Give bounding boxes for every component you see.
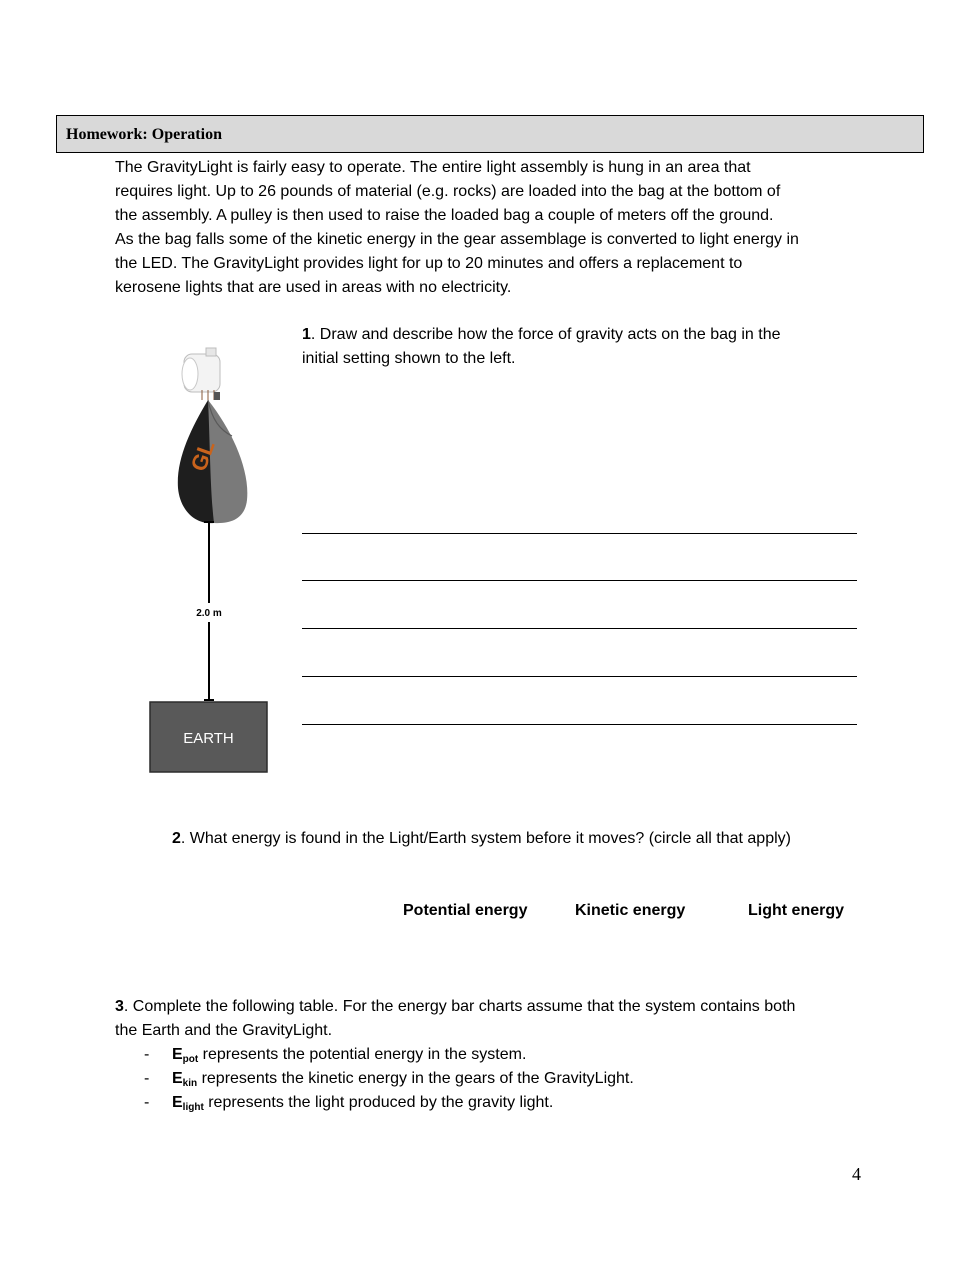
question-number: 2 xyxy=(172,830,181,847)
intro-line: the assembly. A pulley is then used to raise the loaded bag a couple of meters off the ground. xyxy=(115,207,774,224)
question-text: . Draw and describe how the force of gravity acts on the bag in the xyxy=(310,326,781,343)
answer-line[interactable] xyxy=(302,676,857,677)
option-potential-energy[interactable]: Potential energy xyxy=(403,902,528,919)
option-light-energy[interactable]: Light energy xyxy=(748,902,845,919)
earth-label: EARTH xyxy=(183,730,234,747)
section-header xyxy=(56,115,924,153)
answer-line[interactable] xyxy=(302,580,857,581)
bullet-text: represents the kinetic energy in the gears of the GravityLight. xyxy=(197,1070,634,1087)
question-text: the Earth and the GravityLight. xyxy=(115,1022,333,1039)
energy-subscript: kin xyxy=(182,1078,198,1089)
question-text: initial setting shown to the left. xyxy=(302,350,516,367)
intro-line: As the bag falls some of the kinetic energy in the gear assemblage is converted to light energy in xyxy=(115,231,799,248)
bullet-dash: - xyxy=(144,1094,150,1111)
answer-line[interactable] xyxy=(302,533,857,534)
bullet-text: represents the light produced by the gravity light. xyxy=(203,1094,554,1111)
question-text: . What energy is found in the Light/Earth system before it moves? (circle all that apply) xyxy=(180,830,791,847)
intro-line: kerosene lights that are used in areas with no electricity. xyxy=(115,279,512,296)
answer-line[interactable] xyxy=(302,628,857,629)
height-label: 2.0 m xyxy=(196,608,222,619)
answer-line[interactable] xyxy=(302,724,857,725)
intro-line: requires light. Up to 26 pounds of material (e.g. rocks) are loaded into the bag at the bottom of xyxy=(115,183,781,200)
option-kinetic-energy[interactable]: Kinetic energy xyxy=(575,902,686,919)
bag-logo: GL xyxy=(185,437,220,475)
energy-subscript: light xyxy=(182,1102,204,1113)
height-marker xyxy=(196,522,222,700)
bullet-text: represents the potential energy in the system. xyxy=(198,1046,527,1063)
section-title: Homework: Operation xyxy=(66,126,222,143)
energy-subscript: pot xyxy=(182,1054,199,1065)
weight-bag-icon xyxy=(178,400,248,523)
intro-line: the LED. The GravityLight provides light for up to 20 minutes and offers a replacement to xyxy=(115,255,743,272)
question-1 xyxy=(302,323,862,371)
question-number: 3 xyxy=(115,998,124,1015)
light-head-icon xyxy=(182,348,220,400)
gravitylight-diagram xyxy=(140,340,280,780)
question-text: . Complete the following table. For the energy bar charts assume that the system contains both xyxy=(123,998,796,1015)
bullet-dash: - xyxy=(144,1046,150,1063)
question-3 xyxy=(115,995,875,1043)
question-2 xyxy=(172,827,791,851)
energy-symbol: E xyxy=(172,1046,183,1063)
energy-symbol: E xyxy=(172,1070,183,1087)
bullet-dash: - xyxy=(144,1070,150,1087)
intro-line: The GravityLight is fairly easy to operate. The entire light assembly is hung in an area that xyxy=(115,159,751,176)
energy-symbol: E xyxy=(172,1094,183,1111)
earth-block xyxy=(150,702,267,772)
intro-paragraph xyxy=(115,156,875,300)
question-number: 1 xyxy=(302,326,311,343)
page-number: 4 xyxy=(852,1164,861,1184)
